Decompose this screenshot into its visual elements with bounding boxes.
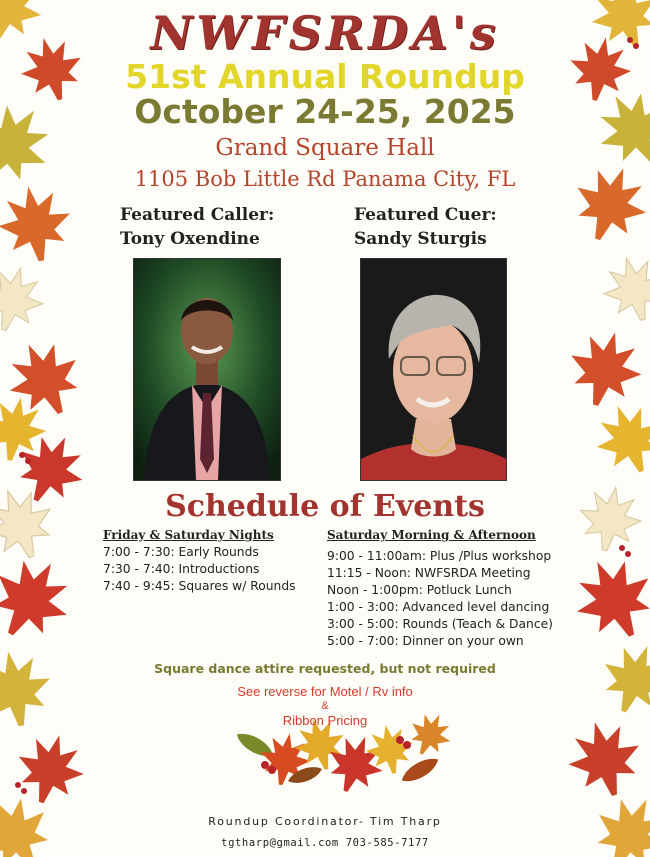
friday-saturday-heading: Friday & Saturday Nights [103, 528, 274, 542]
cuer-role-label: Featured Cuer: [354, 205, 497, 225]
list-item: 7:00 - 7:30: Early Rounds [103, 545, 259, 559]
list-item: 11:15 - Noon: NWFSRDA Meeting [327, 566, 531, 580]
schedule-title: Schedule of Events [165, 489, 485, 524]
ampersand: & [321, 700, 329, 712]
saturday-heading: Saturday Morning & Afternoon [327, 528, 536, 542]
coordinator-line: Roundup Coordinator- Tim Tharp [208, 815, 442, 828]
event-dates: October 24-25, 2025 [134, 92, 516, 131]
cuer-photo [360, 258, 507, 481]
list-item: 1:00 - 3:00: Advanced level dancing [327, 600, 550, 614]
list-item: 5:00 - 7:00: Dinner on your own [327, 634, 524, 648]
reverse-note: See reverse for Motel / Rv info [237, 684, 413, 699]
list-item: 9:00 - 11:00am: Plus /Plus workshop [327, 549, 552, 563]
venue-name: Grand Square Hall [215, 135, 435, 161]
list-item: 3:00 - 5:00: Rounds (Teach & Dance) [327, 617, 553, 631]
caller-photo [133, 258, 281, 481]
friday-saturday-list [103, 544, 296, 595]
list-item: 7:40 - 9:45: Squares w/ Rounds [103, 579, 296, 593]
caller-role-label: Featured Caller: [120, 205, 275, 225]
ribbon-note: Ribbon Pricing [282, 713, 368, 728]
club-title: NWFSRDA's [150, 6, 500, 60]
list-item: 7:30 - 7:40: Introductions [103, 562, 260, 576]
list-item: Noon - 1:00pm: Potluck Lunch [327, 583, 512, 597]
caller-name: Tony Oxendine [120, 229, 260, 249]
event-title: 51st Annual Roundup [125, 57, 525, 96]
contact-line: tgtharp@gmail.com 703-585-7177 [221, 837, 429, 849]
saturday-list [327, 548, 553, 650]
venue-address: 1105 Bob Little Rd Panama City, FL [134, 167, 516, 191]
cuer-name: Sandy Sturgis [354, 229, 487, 249]
attire-note: Square dance attire requested, but not required [154, 661, 496, 676]
